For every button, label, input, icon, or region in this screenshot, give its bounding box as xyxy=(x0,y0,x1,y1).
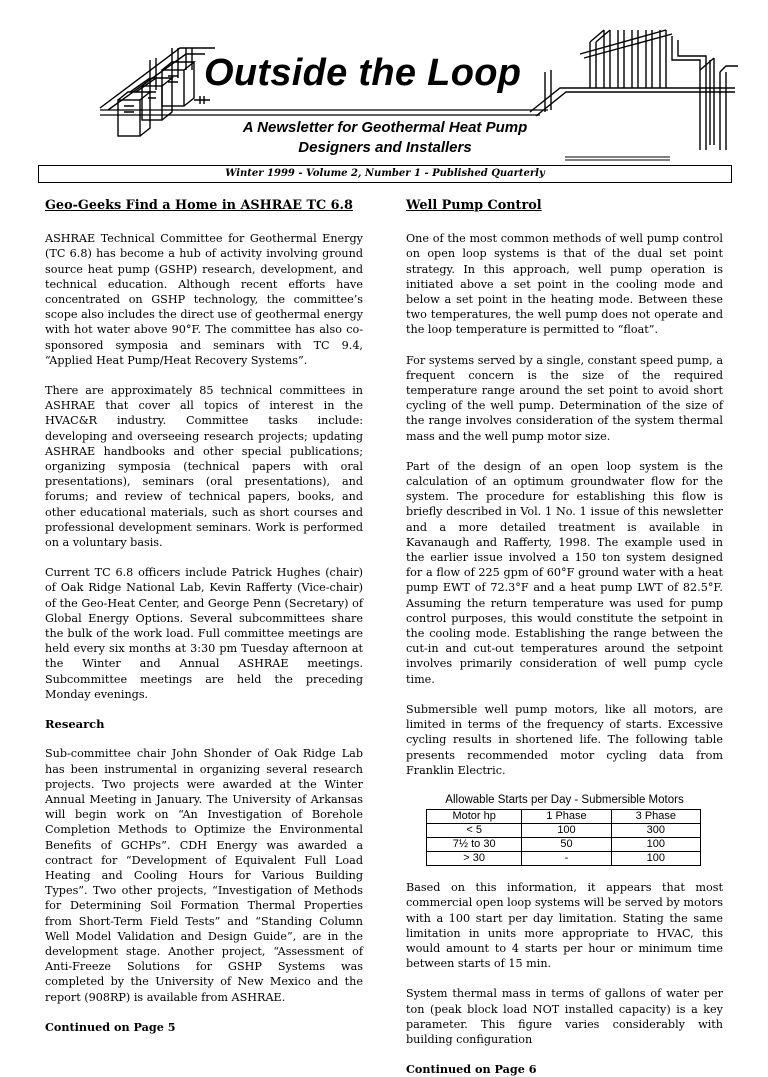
paragraph: System thermal mass in terms of gallons of water per ton (peak block load NOT installed capacity) is a key parameter. This figure varies considerably with building configuration xyxy=(406,987,723,1046)
paragraph: One of the most common methods of well pump control on open loop systems is that of the dual set point strategy. In this approach, well pump operation is initiated above a set point in the cooling mode and below a set point in the heating mode. Between these two temperatures, the well pump does not operate and the loop temperature is permitted to “float”. xyxy=(406,232,723,337)
table-cell: 100 xyxy=(611,852,700,866)
subtitle-line-1: A Newsletter for Geothermal Heat Pump xyxy=(242,119,528,136)
paragraph: Sub-committee chair John Shonder of Oak Ridge Lab has been instrumental in organizing several research projects. Two projects were awarded at the Winter Annual Meeting in January. The University of Arkansas will begin work on “An Investigation of Borehole Completion Methods to Optimize the Environmental Benefits of GCHPs”. CDH Energy was awarded a contract for “Development of Equivalent Full Load Heating and Cooling Hours for Various Building Types”. Two other projects, “Investigation of Methods for Determining Soil Formation Thermal Properties from Short-Term Field Tests” and “Standing Column Well Model Validation and Design Guide”, are in the development stage. Another project, “Assessment of Anti-Freeze Solutions for GSHP Systems was completed by the University of New Mexico and the report (908RP) is available from ASHRAE. xyxy=(45,747,363,1004)
right-column xyxy=(406,198,723,1077)
paragraph: Current TC 6.8 officers include Patrick Hughes (chair) of Oak Ridge National Lab, Kevin Rafferty (Vice-chair) of the Geo-Heat Center, and George Penn (Secretary) of Global Energy Options. Several subcommittees share the bulk of the work load. Full committee meetings are held every six months at 3:30 pm Tuesday afternoon at the Winter and Annual ASHRAE meetings. Subcommittee meetings are held the preceding Monday evenings. xyxy=(45,566,363,701)
table-row xyxy=(427,838,701,852)
table-cell: > 30 xyxy=(427,852,522,866)
table-cell: 50 xyxy=(522,838,611,852)
table-cell: 7½ to 30 xyxy=(427,838,522,852)
table xyxy=(426,809,701,866)
subtitle-line-2: Designers and Installers xyxy=(298,139,472,156)
table-cell: - xyxy=(522,852,611,866)
continued-link-page-6[interactable]: Continued on Page 6 xyxy=(406,1062,537,1077)
table-header-cell: 1 Phase xyxy=(522,810,611,824)
newsletter-title: Outside the Loop xyxy=(204,52,522,94)
paragraph: For systems served by a single, constant speed pump, a frequent concern is the size of the required temperature range around the set point to avoid short cycling of the well pump. Determination of the size of the range involves consideration of the system thermal mass and the well pump motor size. xyxy=(406,353,723,443)
motor-starts-table xyxy=(406,793,723,866)
continued-link-page-5[interactable]: Continued on Page 5 xyxy=(45,1019,176,1034)
table-cell: 300 xyxy=(611,824,700,838)
table-row xyxy=(427,824,701,838)
table-cell: 100 xyxy=(611,838,700,852)
table-cell: 100 xyxy=(522,824,611,838)
article-heading-well-pump: Well Pump Control xyxy=(406,198,542,213)
paragraph: Submersible well pump motors, like all motors, are limited in terms of the frequency of starts. Excessive cycling results in shortened life. The following table presents recommended motor cycling data from Franklin Electric. xyxy=(406,702,723,777)
issue-banner: Winter 1999 - Volume 2, Number 1 - Published Quarterly xyxy=(38,165,732,183)
left-column xyxy=(45,198,363,1035)
table-caption: Allowable Starts per Day - Submersible Motors xyxy=(445,793,684,806)
table-row xyxy=(427,852,701,866)
article-heading-ashrae: Geo-Geeks Find a Home in ASHRAE TC 6.8 xyxy=(45,198,353,213)
table-header-cell: Motor hp xyxy=(427,810,522,824)
table-header-cell: 3 Phase xyxy=(611,810,700,824)
newsletter-subtitle xyxy=(200,118,570,158)
table-cell: < 5 xyxy=(427,824,522,838)
paragraph: Based on this information, it appears that most commercial open loop systems will be served by motors with a 100 start per day limitation. Stating the same limitation in units more appropriate to HVAC, this would amount to 4 starts per hour or minimum time between starts of 15 min. xyxy=(406,881,723,971)
paragraph: Part of the design of an open loop system is the calculation of an optimum groundwater flow for the system. The procedure for establishing this flow is briefly described in Vol. 1 No. 1 issue of this newsletter and a more detailed treatment is available in Kavanaugh and Rafferty, 1998. The example used in the earlier issue involved a 150 ton system designed for a flow of 225 gpm of 60°F ground water with a heat pump EWT of 72.3°F and a heat pump LWT of 82.5°F. Assuming the return temperature was used for pump control purposes, this would constitute the setpoint in the cooling mode. Establishing the range between the cut-in and cut-out temperatures around the setpoint involves primarily consideration of well pump cycle time. xyxy=(406,459,723,686)
paragraph: There are approximately 85 technical committees in ASHRAE that cover all topics of interest in the HVAC&R industry. Committee tasks include: developing and overseeing research projects; updating ASHRAE handbooks and other special publications; organizing symposia (technical papers with oral presentations), seminars (oral presentations), and forums; and review of technical papers, books, and other educational materials, such as short courses and professional development seminars. Work is performed on a voluntary basis. xyxy=(45,384,363,550)
table-header-row xyxy=(427,810,701,824)
paragraph: ASHRAE Technical Committee for Geothermal Energy (TC 6.8) has become a hub of activity involving ground source heat pump (GSHP) research, development, and technical education. Although recent efforts have concentrated on GSHP technology, the committee’s scope also includes the direct use of geothermal energy with hot water above 90°F. The committee has also co-sponsored symposia and seminars with TC 9.4, “Applied Heat Pump/Heat Recovery Systems”. xyxy=(45,232,363,367)
research-subheading: Research xyxy=(45,717,105,732)
